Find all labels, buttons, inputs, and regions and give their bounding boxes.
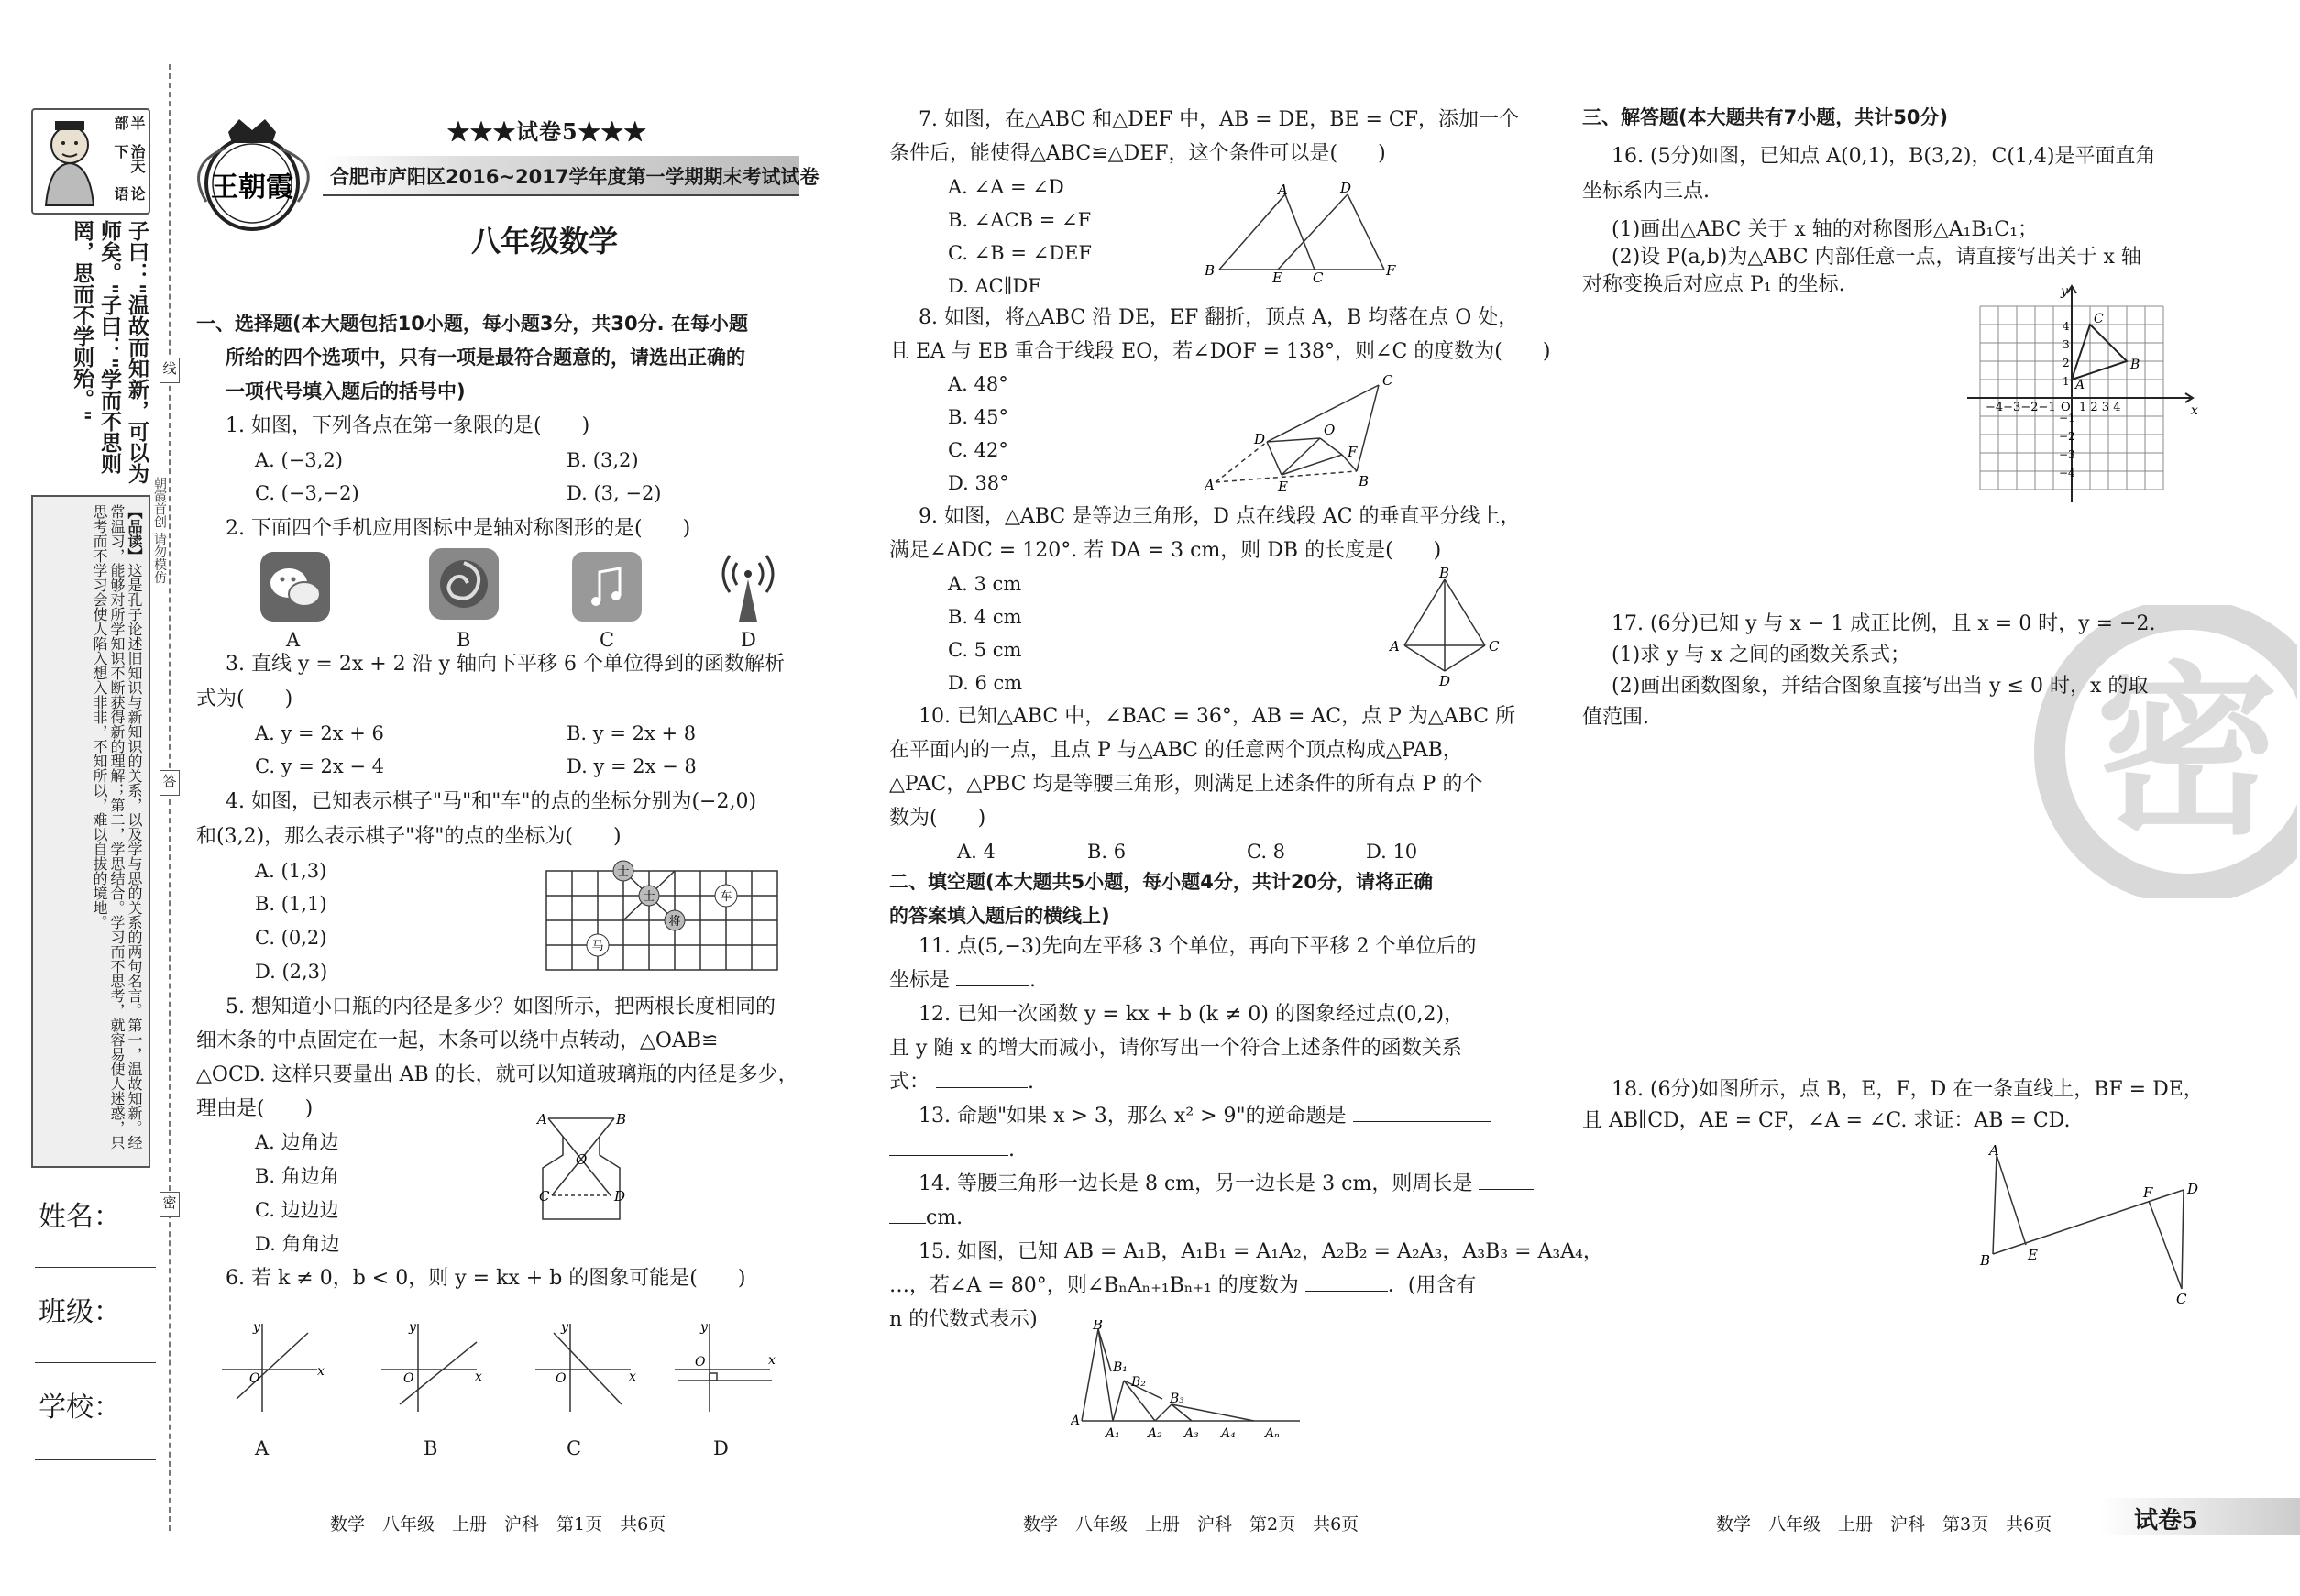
sidebar-quote: 子曰："温故而知新，可以为师矣。"子曰："学而不思则罔，思而不学则殆。" (70, 220, 149, 484)
q9-text-line1: 9. 如图，△ABC 是等边三角形，D 点在线段 AC 的垂直平分线上， (919, 505, 1521, 528)
q11-text-line2: 坐标是 . (889, 963, 1036, 997)
footer-page-2: 数学 八年级 上册 沪科 第2页 共6页 (1023, 1514, 1359, 1535)
q10-option-a: A. 4 (957, 841, 996, 863)
q6-label-a: A (255, 1437, 270, 1459)
q2-text: 2. 下面四个手机应用图标中是轴对称图形的是( ) (226, 517, 691, 540)
svg-text:C: C (539, 1188, 550, 1205)
chess-piece-che: 车 (720, 890, 732, 904)
svg-text:y: y (253, 1320, 260, 1335)
svg-text:x: x (629, 1370, 636, 1384)
q10-option-c: C. 8 (1247, 841, 1286, 863)
chess-piece-ma: 马 (591, 940, 604, 953)
q13-answer-blank-2[interactable] (889, 1135, 1008, 1156)
q15-answer-blank[interactable] (1305, 1271, 1388, 1292)
school-label: 学校： (39, 1392, 121, 1424)
chess-piece-shi-2: 士 (643, 890, 655, 904)
svg-text:−4−3−2−1: −4−3−2−1 (1986, 401, 2056, 414)
q4-option-c: C. (0,2) (255, 927, 327, 949)
q7-text-line2: 条件后，能使得△ABC≌△DEF，这个条件可以是( ) (889, 142, 1386, 165)
school-field-line[interactable] (35, 1459, 156, 1460)
q2-label-b: B (457, 629, 471, 651)
q16-text-line5: 对称变换后对应点 P₁ 的坐标. (1582, 273, 1845, 296)
svg-text:F: F (1386, 262, 1396, 279)
section1-heading-line1: 一、选择题(本大题包括10小题，每小题3分，共30分. 在每小题 (196, 313, 748, 335)
q1-text: 1. 如图，下列各点在第一象限的是( ) (226, 414, 590, 437)
svg-text:O: O (1324, 422, 1336, 438)
q7-option-b: B. ∠ACB = ∠F (948, 209, 1092, 231)
q12-text-line2: 且 y 随 x 的增大而减小，请你写出一个符合上述条件的函数关系 (889, 1037, 1462, 1060)
q6-label-b: B (424, 1437, 438, 1459)
subject-title: 八年级数学 (471, 224, 619, 259)
exam-title: 合肥市庐阳区2016~2017学年度第一学期期末考试试卷 (330, 166, 820, 188)
q13-stem: 13. 命题"如果 x > 3，那么 x² > 9"的逆命题是 (919, 1105, 1347, 1128)
q4-text-line1: 4. 如图，已知表示棋子"马"和"车"的点的坐标分别为(−2,0) (226, 790, 757, 813)
section1-heading-line3: 一项代号填入题后的括号中) (226, 380, 466, 402)
q14-stem: 14. 等腰三角形一边长是 8 cm，另一边长是 3 cm，则周长是 (919, 1172, 1473, 1195)
q16-text-line3: (1)画出△ABC 关于 x 轴的对称图形△A₁B₁C₁； (1612, 218, 2039, 241)
q14-text-line2 (889, 1201, 963, 1235)
copyright-note: 朝霞首创 请勿模仿 (152, 477, 167, 584)
q6-graph-d (669, 1320, 779, 1421)
q10-text-line2: 在平面内的一点，且点 P 与△ABC 的任意两个顶点构成△PAB， (889, 739, 1463, 762)
q4-text-line2: 和(3,2)，那么表示棋子"将"的点的坐标为( ) (196, 825, 622, 848)
q9-option-d: D. 6 cm (948, 672, 1023, 694)
svg-text:C: C (2176, 1291, 2187, 1304)
q4-chess-board-figure (543, 858, 783, 977)
q12-text-line1: 12. 已知一次函数 y = kx + b (k ≠ 0) 的图象经过点(0,2)， (919, 1003, 1465, 1026)
svg-text:C: C (1313, 270, 1324, 282)
q17-text-line3: (2)画出函数图象，并结合图象直接写出当 y ≤ 0 时，x 的取 (1612, 675, 2149, 698)
svg-text:A₁: A₁ (1106, 1426, 1120, 1439)
svg-text:y: y (2061, 284, 2068, 299)
svg-text:x: x (475, 1370, 482, 1384)
name-label: 姓名： (39, 1201, 121, 1233)
svg-text:O: O (576, 1151, 588, 1168)
svg-text:A₄: A₄ (1221, 1426, 1236, 1439)
music-app-icon (570, 550, 644, 623)
svg-text:3: 3 (2063, 338, 2070, 351)
svg-text:C: C (1382, 372, 1393, 389)
signal-app-icon (711, 546, 785, 623)
svg-text:y: y (700, 1320, 708, 1335)
svg-text:O: O (2061, 401, 2071, 414)
q9-option-c: C. 5 cm (948, 639, 1022, 661)
svg-text:B₁: B₁ (1113, 1360, 1128, 1375)
logo-text: 王朝霞 (211, 171, 293, 204)
q6-label-c: C (567, 1437, 582, 1459)
svg-text:O: O (556, 1371, 567, 1386)
q8-option-b: B. 45° (948, 406, 1009, 428)
motto-col-2: 治天下 (112, 144, 146, 174)
svg-text:B: B (2130, 358, 2140, 372)
q5-bottle-figure (532, 1107, 633, 1227)
q14-answer-blank-2[interactable] (889, 1203, 926, 1224)
q3-text-line1: 3. 直线 y = 2x + 2 沿 y 轴向下平移 6 个单位得到的函数解析 (226, 653, 786, 676)
q16-text-line2: 坐标系内三点. (1582, 180, 1710, 203)
side-mark-1: 线 (160, 358, 180, 383)
side-mark-3: 密 (160, 1192, 180, 1217)
svg-text:1: 1 (2063, 375, 2070, 388)
svg-text:y: y (409, 1320, 416, 1335)
q11-answer-blank[interactable] (956, 965, 1029, 986)
q4-option-a: A. (1,3) (255, 860, 327, 882)
q2-label-d: D (741, 629, 756, 651)
svg-text:4: 4 (2063, 320, 2070, 333)
sidebar-note-box (31, 495, 150, 1168)
chess-piece-shi-1: 士 (617, 865, 630, 879)
swirl-app-icon (427, 546, 501, 623)
q10-text-line3: △PAC，△PBC 均是等腰三角形，则满足上述条件的所有点 P 的个 (889, 773, 1483, 796)
brand-logo-icon (188, 101, 325, 238)
svg-text:O: O (695, 1355, 706, 1370)
svg-text:B₃: B₃ (1170, 1392, 1184, 1406)
q6-graph-c (530, 1320, 640, 1421)
q1-option-d: D. (3, −2) (567, 482, 662, 504)
wechat-app-icon (259, 550, 332, 623)
q11-text-line1: 11. 点(5,−3)先向左平移 3 个单位，再向下平移 2 个单位后的 (919, 935, 1477, 958)
q6-label-d: D (713, 1437, 729, 1459)
q3-option-b: B. y = 2x + 8 (567, 722, 697, 744)
svg-text:D: D (2187, 1181, 2198, 1197)
note-title: 【品读】 (126, 504, 143, 563)
q9-option-a: A. 3 cm (948, 573, 1022, 595)
q18-text-line1: 18. (6分)如图所示，点 B，E，F，D 在一条直线上，BF = DE， (1612, 1078, 2204, 1101)
svg-text:x: x (2191, 403, 2198, 418)
q5-text-line3: △OCD. 这样只要量出 AB 的长，就可以知道玻璃瓶的内径是多少， (196, 1063, 798, 1086)
section2-heading-line1: 二、填空题(本大题共5小题，每小题4分，共计20分，请将正确 (889, 871, 1434, 893)
q17-text-line1: 17. (6分)已知 y 与 x − 1 成正比例，且 x = 0 时，y = −2. (1612, 612, 2156, 635)
q7-option-c: C. ∠B = ∠DEF (948, 242, 1092, 264)
svg-text:A: A (1205, 477, 1215, 493)
q12-text-line3: 式： . (889, 1065, 1034, 1099)
q14-unit: cm. (926, 1206, 963, 1229)
q7-text-line1: 7. 如图，在△ABC 和△DEF 中，AB = DE，BE = CF，添加一个 (919, 108, 1519, 131)
q12-answer-blank[interactable] (936, 1067, 1028, 1088)
binding-line (169, 64, 171, 1531)
stamp-char: 密 (2095, 644, 2280, 860)
svg-text:B: B (1093, 1320, 1104, 1333)
motto-col-3: 论语 (112, 185, 146, 201)
q5-option-a: A. 边角边 (255, 1131, 339, 1153)
q5-text-line1: 5. 想知道小口瓶的内径是多少？如图所示，把两根长度相同的 (226, 996, 776, 1018)
q7-option-d: D. AC∥DF (948, 275, 1041, 297)
exam-badge: ★★★试卷5★★★ (447, 118, 647, 145)
q3-option-d: D. y = 2x − 8 (567, 755, 697, 777)
q1-option-b: B. (3,2) (567, 449, 639, 471)
note-body: 这是孔子论述旧知识与新知识的关系，以及学与思的关系的两句名言。第一，温故知新。经常温习，能够对所学知识不断获得新的理解；第二，学思结合。学习而不思考，就容易使人迷惑，只思考而不学习会使人陷入想入非非，不知所以，难以自拔的境地。 (91, 504, 143, 1150)
corner-label: 试卷5 (2134, 1507, 2199, 1535)
q3-text-line2: 式为( ) (196, 688, 293, 710)
confucius-figure-icon (37, 116, 110, 207)
name-field-line[interactable] (35, 1267, 156, 1268)
q7-triangles-figure (1201, 180, 1403, 282)
q15-stem-tail: ．(用含有 (1387, 1274, 1477, 1297)
svg-text:x: x (768, 1353, 776, 1368)
q4-option-b: B. (1,1) (255, 893, 327, 915)
q8-option-c: C. 42° (948, 439, 1008, 461)
q13-text-line1 (919, 1099, 1491, 1133)
q5-option-c: C. 边边边 (255, 1199, 339, 1221)
svg-text:−1: −1 (2059, 412, 2075, 424)
q3-option-a: A. y = 2x + 6 (255, 722, 384, 744)
q16-coordinate-grid (1962, 284, 2200, 508)
svg-text:E: E (1272, 270, 1282, 282)
q10-text-line1: 10. 已知△ABC 中，∠BAC = 36°，AB = AC，点 P 为△ABC 所 (919, 705, 1516, 728)
q9-option-b: B. 4 cm (948, 606, 1022, 628)
svg-text:B: B (1359, 473, 1370, 490)
q6-graph-a (216, 1320, 326, 1421)
svg-text:x: x (317, 1364, 325, 1379)
q10-text-line4: 数为( ) (889, 807, 986, 830)
svg-text:A: A (1989, 1142, 1999, 1159)
svg-text:B: B (1439, 567, 1450, 581)
svg-text:A: A (537, 1111, 547, 1128)
svg-text:D: D (614, 1188, 626, 1205)
q8-text-line1: 8. 如图，将△ABC 沿 DE，EF 翻折，顶点 A，B 均落在点 O 处， (919, 306, 1519, 329)
q13-answer-blank-1[interactable] (1353, 1101, 1491, 1122)
svg-text:B: B (1205, 262, 1216, 279)
q17-text-line2: (1)求 y 与 x 之间的函数关系式； (1612, 644, 1910, 666)
q15-stem: …，若∠A = 80°，则∠BₙAₙ₊₁Bₙ₊₁ 的度数为 (889, 1274, 1299, 1297)
svg-text:−2: −2 (2059, 430, 2075, 443)
svg-text:1 2 3 4: 1 2 3 4 (2079, 401, 2121, 414)
sidebar-top-box (31, 108, 150, 215)
motto-col-1: 半部 (112, 116, 146, 130)
class-label: 班级： (39, 1296, 121, 1328)
svg-text:F: F (1348, 444, 1358, 460)
section1-heading-line2: 所给的四个选项中，只有一项是最符合题意的，请选出正确的 (226, 347, 745, 369)
q18-figure (1978, 1142, 2198, 1304)
q6-graph-b (376, 1320, 486, 1421)
svg-text:Aₙ: Aₙ (1265, 1426, 1280, 1439)
q8-option-a: A. 48° (948, 373, 1008, 395)
svg-text:D: D (1439, 673, 1451, 689)
q10-option-b: B. 6 (1087, 841, 1127, 863)
svg-text:A: A (1278, 182, 1288, 198)
q2-label-a: A (286, 629, 301, 651)
svg-text:B: B (1980, 1252, 1991, 1269)
q4-option-d: D. (2,3) (255, 961, 328, 983)
svg-text:−3: −3 (2059, 448, 2075, 461)
svg-text:B: B (616, 1111, 627, 1128)
svg-text:A₃: A₃ (1184, 1426, 1199, 1439)
q5-text-line4: 理由是( ) (196, 1097, 314, 1120)
q5-text-line2: 细木条的中点固定在一起，木条可以绕中点转动，△OAB≌ (196, 1029, 719, 1052)
q8-text-line2: 且 EA 与 EB 重合于线段 EO，若∠DOF = 138°，则∠C 的度数为( ) (889, 340, 1551, 363)
svg-text:−4: −4 (2059, 467, 2075, 479)
svg-text:E: E (1278, 479, 1288, 495)
q14-text-line1 (919, 1167, 1534, 1201)
q9-triangle-figure (1384, 567, 1503, 689)
q8-option-d: D. 38° (948, 472, 1009, 494)
q14-answer-blank[interactable] (1479, 1169, 1534, 1190)
q9-text-line2: 满足∠ADC = 120°. 若 DA = 3 cm，则 DB 的长度是( ) (889, 539, 1442, 562)
q5-option-d: D. 角角边 (255, 1233, 340, 1255)
q11-stem: 坐标是 (889, 969, 951, 992)
svg-text:E: E (2028, 1247, 2038, 1263)
svg-text:A: A (1071, 1414, 1081, 1428)
footer-page-3: 数学 八年级 上册 沪科 第3页 共6页 (1716, 1514, 2052, 1535)
q6-text: 6. 若 k ≠ 0，b < 0，则 y = kx + b 的图象可能是( ) (226, 1267, 746, 1290)
q7-option-a: A. ∠A = ∠D (948, 176, 1064, 198)
q1-option-a: A. (−3,2) (255, 449, 343, 471)
q3-option-c: C. y = 2x − 4 (255, 755, 384, 777)
svg-text:B₂: B₂ (1131, 1375, 1146, 1390)
svg-text:y: y (561, 1320, 568, 1335)
svg-text:A: A (1390, 638, 1400, 655)
class-field-line[interactable] (35, 1362, 156, 1363)
svg-text:F: F (2143, 1184, 2153, 1201)
sidebar (0, 0, 174, 1596)
footer-page-1: 数学 八年级 上册 沪科 第1页 共6页 (330, 1514, 666, 1535)
side-mark-2: 答 (160, 770, 180, 796)
q15-text-line1: 15. 如图，已知 AB = A₁B，A₁B₁ = A₁A₂，A₂B₂ = A₂A₃，A₃B₃ = A₃A₄， (919, 1240, 1603, 1263)
q15-sequence-figure (1071, 1320, 1313, 1439)
svg-text:O: O (249, 1371, 260, 1386)
q2-label-c: C (600, 629, 615, 651)
svg-text:C: C (1489, 638, 1500, 655)
q15-text-line3: n 的代数式表示) (889, 1308, 1038, 1331)
svg-text:D: D (1340, 180, 1352, 196)
q1-option-c: C. (−3,−2) (255, 482, 359, 504)
svg-text:C: C (2094, 312, 2104, 326)
q17-text-line4: 值范围. (1582, 706, 1649, 729)
q18-text-line2: 且 AB∥CD，AE = CF，∠A = ∠C. 求证：AB = CD. (1582, 1109, 2071, 1132)
chess-piece-jiang: 将 (668, 915, 681, 929)
svg-text:A: A (2075, 378, 2085, 392)
exam-title-bar (323, 156, 820, 196)
q5-option-b: B. 角边角 (255, 1165, 339, 1187)
q8-fold-figure (1205, 372, 1397, 495)
section3-heading: 三、解答题(本大题共有7小题，共计50分) (1582, 106, 1949, 128)
q16-text-line4: (2)设 P(a,b)为△ABC 内部任意一点，请直接写出关于 x 轴 (1612, 246, 2141, 269)
section2-heading-line2: 的答案填入题后的横线上) (889, 905, 1110, 927)
q10-option-d: D. 10 (1366, 841, 1418, 863)
q13-text-line2: . (889, 1133, 1015, 1167)
watermark-stamp (2022, 605, 2297, 898)
q12-stem: 式： (889, 1071, 930, 1094)
svg-text:A₂: A₂ (1148, 1426, 1162, 1439)
q15-text-line2 (889, 1269, 1476, 1303)
q16-text-line1: 16. (5分)如图，已知点 A(0,1)，B(3,2)，C(1,4)是平面直角 (1612, 145, 2156, 168)
corner-label-bar (2099, 1498, 2300, 1535)
svg-text:D: D (1254, 431, 1266, 447)
svg-text:2: 2 (2063, 357, 2070, 369)
svg-text:O: O (403, 1371, 414, 1386)
